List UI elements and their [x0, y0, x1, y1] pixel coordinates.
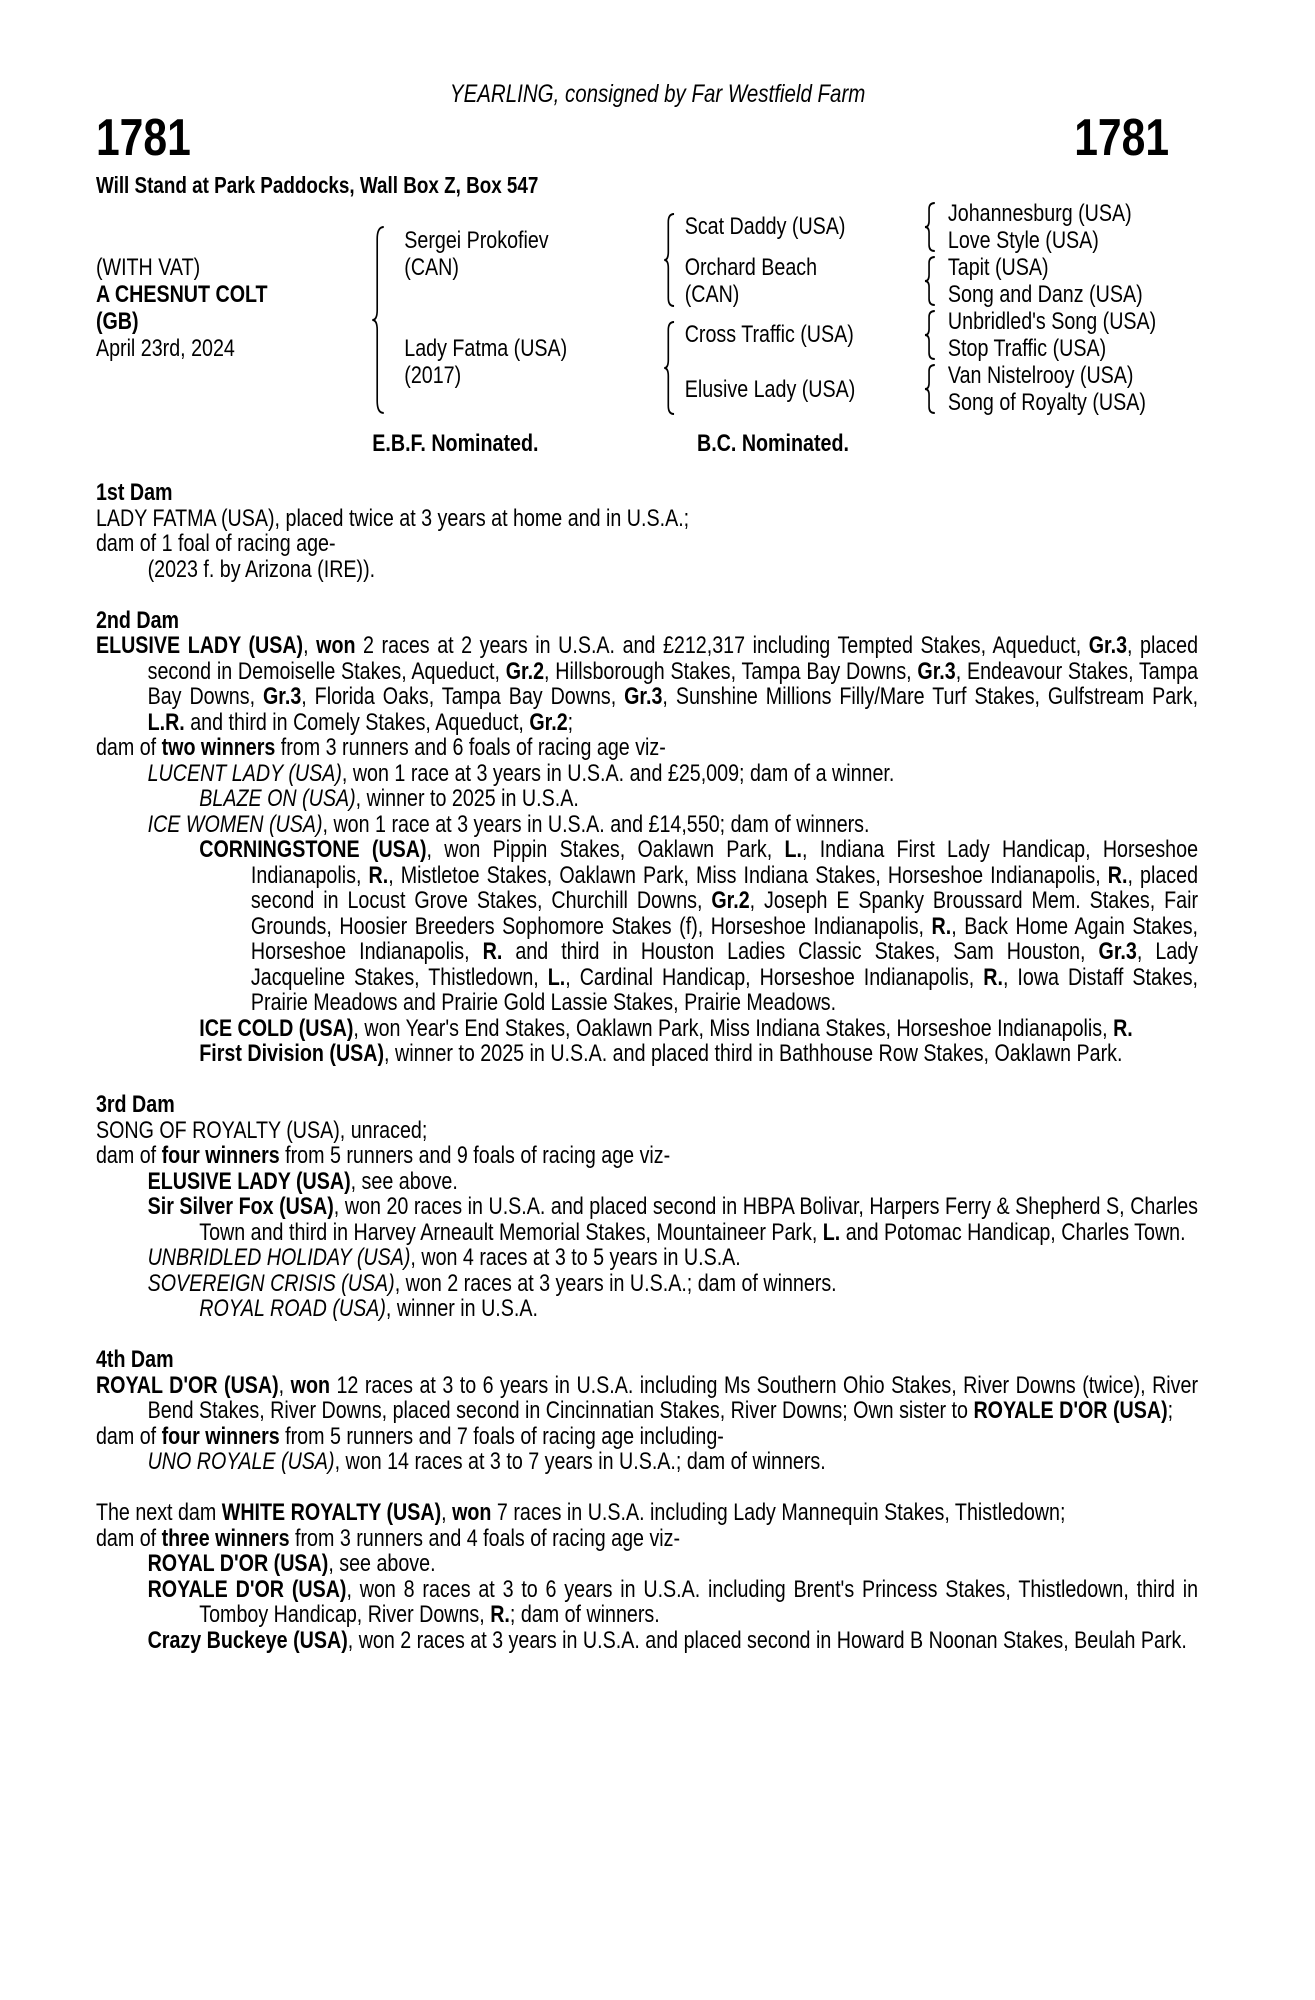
- pedigree-entry: [96, 1245, 1198, 1271]
- text-run: , Back Home Again Stakes, Horseshoe Indianapolis,: [250, 912, 1199, 965]
- pedigree-entry: [96, 1271, 1198, 1297]
- consignment-line: YEARLING, consigned by Far Westfield Farm: [449, 80, 866, 108]
- pedigree-entry: [96, 557, 1198, 583]
- dam-section: [96, 1500, 1198, 1653]
- brace-dam-line: [663, 320, 678, 416]
- text-run: , won 2 races at 3 years in U.S.A.; dam of winners.: [394, 1269, 837, 1297]
- italic-text: UNO ROYALE (USA): [147, 1448, 335, 1475]
- gen3-ancestor: Stop Traffic (USA): [947, 335, 1107, 362]
- pedigree-entry: [96, 1118, 1198, 1144]
- brace-sire-line: [663, 212, 678, 308]
- bold-text: ROYAL D'OR (USA): [147, 1550, 329, 1577]
- pedigree-entry: [96, 837, 1198, 1016]
- bold-text: R.: [1113, 1014, 1133, 1042]
- bold-text: Gr.3: [1098, 938, 1137, 965]
- foaling-date: April 23rd, 2024: [95, 335, 235, 362]
- pedigree-entry: [96, 1016, 1198, 1042]
- bold-text: Gr.2: [505, 657, 545, 685]
- pedigree-entry: [96, 761, 1198, 787]
- pedigree-entry: [96, 1373, 1198, 1424]
- section-heading: 3rd Dam: [95, 1091, 175, 1118]
- text-run: , winner in U.S.A.: [385, 1295, 538, 1322]
- italic-text: ROYAL ROAD (USA): [199, 1295, 386, 1322]
- text-run: , placed second in Locust Grove Stakes, Churchill Downs,: [250, 861, 1199, 914]
- text-run: , won 4 races at 3 to 5 years in U.S.A.: [410, 1244, 741, 1271]
- bc-nominated: B.C. Nominated.: [697, 430, 849, 457]
- ebf-nominated: E.B.F. Nominated.: [372, 430, 539, 457]
- text-run: , Mistletoe Stakes, Oaklawn Park, Miss Indiana Stakes, Horseshoe Indianapolis,: [388, 861, 1108, 889]
- pedigree-entry: [96, 1424, 1198, 1450]
- text-run: , won 1 race at 3 years in U.S.A. and £14,550; dam of winners.: [322, 810, 870, 838]
- section-heading: 1st Dam: [95, 479, 173, 506]
- bold-text: L.R.: [147, 708, 185, 736]
- text-run: ,: [441, 1499, 453, 1526]
- bold-text: ELUSIVE LADY (USA): [147, 1167, 351, 1195]
- italic-text: LUCENT LADY (USA): [147, 759, 342, 787]
- dam: Lady Fatma (USA): [404, 335, 568, 362]
- bold-text: ROYAL D'OR (USA): [95, 1371, 279, 1399]
- brace-gen3-2: [923, 255, 938, 307]
- italic-text: SOVEREIGN CRISIS (USA): [147, 1269, 395, 1297]
- dam-section: [96, 480, 1198, 582]
- bold-text: L.: [547, 963, 566, 991]
- bold-text: Gr.2: [529, 708, 568, 736]
- text-run: , won 2 races at 3 years in U.S.A. and placed second in Howard B Noonan Stakes, Beulah Park.: [347, 1626, 1187, 1654]
- text-run: , Joseph E Spanky Broussard Mem. Stakes, Fair Grounds, Hoosier Breeders Sophomore Stakes (f), Horseshoe Indianapolis,: [250, 887, 1199, 940]
- text-run: , Lady Jacqueline Stakes, Thistledown,: [250, 938, 1199, 991]
- bold-text: R.: [482, 938, 503, 965]
- bold-text: four winners: [161, 1142, 280, 1169]
- text-run: 7 races in U.S.A. including Lady Mannequin Stakes, Thistledown;: [491, 1499, 1066, 1526]
- text-run: dam of: [95, 1422, 162, 1450]
- pedigree-entry: [96, 1143, 1198, 1169]
- pedigree-entry: [96, 1194, 1198, 1245]
- text-run: , see above.: [328, 1550, 436, 1577]
- pedigree-entry: [96, 506, 1198, 532]
- bold-text: CORNINGSTONE (USA): [199, 836, 427, 863]
- sire-country: (CAN): [404, 254, 459, 281]
- bold-text: ICE COLD (USA): [199, 1014, 354, 1042]
- text-run: , won 8 races at 3 to 6 years in U.S.A. including Brent's Princess Stakes, Thistledown, third in Tomboy Handicap, River Downs,: [199, 1575, 1199, 1628]
- pedigree-entry: [96, 1169, 1198, 1195]
- pedigree-entry: [96, 633, 1198, 735]
- gen3-ancestor: Johannesburg (USA): [947, 200, 1132, 227]
- text-run: , Sunshine Millions Filly/Mare Turf Stakes, Gulfstream Park,: [662, 683, 1199, 710]
- text-run: , Cardinal Handicap, Horseshoe Indianapolis,: [565, 963, 984, 991]
- bold-text: R.: [983, 963, 1003, 991]
- gen3-ancestor: Song and Danz (USA): [947, 281, 1143, 308]
- pedigree-entry: [96, 531, 1198, 557]
- bold-text: Crazy Buckeye (USA): [147, 1626, 348, 1654]
- text-run: dam of: [95, 1142, 162, 1169]
- pedigree-entry: [96, 786, 1198, 812]
- bold-text: four winners: [161, 1422, 280, 1450]
- bold-text: Gr.2: [711, 887, 750, 914]
- text-run: dam of 1 foal of racing age-: [95, 530, 336, 557]
- text-run: ;: [1167, 1397, 1174, 1424]
- italic-text: UNBRIDLED HOLIDAY (USA): [147, 1244, 411, 1271]
- text-run: ;: [567, 708, 574, 736]
- bold-text: Gr.3: [917, 657, 956, 685]
- text-run: , Hillsborough Stakes, Tampa Bay Downs,: [544, 657, 918, 685]
- bold-text: Sir Silver Fox (USA): [147, 1193, 334, 1220]
- stabling-location: Will Stand at Park Paddocks, Wall Box Z, Box 547: [95, 172, 539, 198]
- bold-text: WHITE ROYALTY (USA): [221, 1499, 442, 1526]
- text-run: from 3 runners and 6 foals of racing age viz-: [275, 734, 666, 761]
- text-run: and Potomac Handicap, Charles Town.: [840, 1218, 1186, 1246]
- gen3-ancestor: Song of Royalty (USA): [947, 389, 1146, 416]
- bold-text: R.: [490, 1601, 510, 1628]
- text-run: and third in Houston Ladies Classic Stakes, Sam Houston,: [502, 938, 1099, 965]
- bold-text: won: [316, 632, 356, 659]
- text-run: , winner to 2025 in U.S.A. and placed third in Bathhouse Row Stakes, Oaklawn Park.: [384, 1040, 1123, 1067]
- bold-text: ROYALE D'OR (USA): [973, 1397, 1168, 1424]
- section-heading: 2nd Dam: [95, 606, 180, 634]
- section-heading: 4th Dam: [95, 1346, 174, 1373]
- bold-text: First Division (USA): [199, 1040, 385, 1067]
- bold-text: won: [452, 1499, 492, 1526]
- gen3-ancestor: Love Style (USA): [947, 227, 1099, 254]
- pedigree-entry: [96, 812, 1198, 838]
- text-run: The next dam: [95, 1499, 222, 1526]
- text-run: from 5 runners and 7 foals of racing age including-: [279, 1422, 724, 1450]
- italic-text: ICE WOMEN (USA): [147, 810, 323, 838]
- pedigree-entry: [96, 1500, 1198, 1526]
- dam-section: [96, 1092, 1198, 1322]
- text-run: and third in Comely Stakes, Aqueduct,: [184, 708, 530, 736]
- text-run: dam of: [95, 1524, 162, 1552]
- horse-name: A CHESNUT COLT: [95, 281, 268, 308]
- brace-gen3-4: [923, 363, 938, 415]
- bold-text: L.: [784, 836, 802, 863]
- bold-text: R.: [931, 912, 952, 940]
- bold-text: Gr.3: [262, 683, 302, 710]
- lot-number-left: 1781: [95, 109, 191, 167]
- sire-dam: Orchard Beach: [684, 254, 818, 281]
- bold-text: Gr.3: [1088, 632, 1128, 659]
- text-run: , winner to 2025 in U.S.A.: [355, 785, 579, 812]
- brace-gen3-3: [923, 309, 938, 361]
- pedigree-entry: [96, 1577, 1198, 1628]
- text-run: 2 races at 2 years in U.S.A. and £212,317 including Tempted Stakes, Aqueduct,: [355, 632, 1089, 659]
- dam-section: [96, 608, 1198, 1067]
- dam-sire: Cross Traffic (USA): [684, 321, 854, 348]
- text-run: dam of: [95, 734, 162, 761]
- lot-number-right: 1781: [1074, 109, 1170, 167]
- pedigree-entry: [96, 1449, 1198, 1475]
- bold-text: ROYALE D'OR (USA): [147, 1575, 347, 1603]
- pedigree-entry: [96, 1628, 1198, 1654]
- text-run: , Florida Oaks, Tampa Bay Downs,: [301, 683, 625, 710]
- pedigree-entry: [96, 1296, 1198, 1322]
- brace-gen1: [371, 225, 387, 415]
- text-run: , Iowa Distaff Stakes, Prairie Meadows and Prairie Gold Lassie Stakes, Prairie Meadows.: [250, 963, 1199, 1016]
- gen3-ancestor: Unbridled's Song (USA): [947, 308, 1157, 335]
- bold-text: Gr.3: [624, 683, 663, 710]
- text-run: , Endeavour Stakes, Tampa Bay Downs,: [147, 657, 1199, 710]
- text-run: 12 races at 3 to 6 years in U.S.A. including Ms Southern Ohio Stakes, River Downs (twice), River Bend Stakes, River Downs, placed second in Cincinnatian Stakes, River Downs; Own sister to: [147, 1371, 1199, 1424]
- text-run: , won Year's End Stakes, Oaklawn Park, Miss Indiana Stakes, Horseshoe Indianapolis,: [353, 1014, 1114, 1042]
- sire-dam-country: (CAN): [684, 281, 740, 308]
- sire: Sergei Prokofiev: [404, 227, 549, 254]
- catalogue-body: [96, 480, 1198, 1679]
- bold-text: ELUSIVE LADY (USA): [95, 632, 304, 659]
- text-run: , Indiana First Lady Handicap, Horseshoe Indianapolis,: [250, 836, 1199, 889]
- text-run: SONG OF ROYALTY (USA), unraced;: [95, 1116, 428, 1144]
- bold-text: R.: [368, 861, 389, 889]
- text-run: , see above.: [350, 1167, 458, 1195]
- vat-note: (WITH VAT): [95, 254, 201, 281]
- text-run: ,: [278, 1371, 291, 1399]
- gen3-ancestor: Tapit (USA): [947, 254, 1049, 281]
- pedigree-entry: [96, 1041, 1198, 1067]
- gen3-ancestor: Van Nistelrooy (USA): [947, 362, 1134, 389]
- dam-year: (2017): [404, 362, 462, 389]
- text-run: from 5 runners and 9 foals of racing age viz-: [279, 1142, 671, 1169]
- text-run: , won 1 race at 3 years in U.S.A. and £25,009; dam of a winner.: [341, 759, 895, 787]
- italic-text: BLAZE ON (USA): [199, 785, 356, 812]
- bold-text: two winners: [161, 734, 276, 761]
- bold-text: three winners: [161, 1524, 290, 1552]
- horse-country: (GB): [95, 308, 139, 335]
- text-run: LADY FATMA (USA), placed twice at 3 years at home and in U.S.A.;: [95, 504, 690, 532]
- bold-text: L.: [822, 1218, 841, 1246]
- brace-gen3-1: [923, 201, 938, 253]
- pedigree-entry: [96, 1551, 1198, 1577]
- sire-sire: Scat Daddy (USA): [684, 213, 846, 240]
- pedigree-entry: [96, 735, 1198, 761]
- text-run: , won Pippin Stakes, Oaklawn Park,: [426, 836, 785, 863]
- text-run: ,: [303, 632, 317, 659]
- text-run: ; dam of winners.: [509, 1601, 660, 1628]
- text-run: , placed second in Demoiselle Stakes, Aqueduct,: [147, 632, 1199, 685]
- text-run: (2023 f. by Arizona (IRE)).: [147, 555, 376, 583]
- bold-text: R.: [1107, 861, 1128, 889]
- text-run: from 3 runners and 4 foals of racing age viz-: [289, 1524, 681, 1552]
- text-run: , won 14 races at 3 to 7 years in U.S.A.; dam of winners.: [334, 1448, 826, 1475]
- bold-text: won: [290, 1371, 330, 1399]
- text-run: , won 20 races in U.S.A. and placed second in HBPA Bolivar, Harpers Ferry & Shepherd S, Charles Town and third in Harvey Arneault Memorial Stakes, Mountaineer Park,: [199, 1193, 1199, 1246]
- pedigree-entry: [96, 1526, 1198, 1552]
- dam-section: [96, 1347, 1198, 1475]
- dam-dam: Elusive Lady (USA): [684, 376, 856, 403]
